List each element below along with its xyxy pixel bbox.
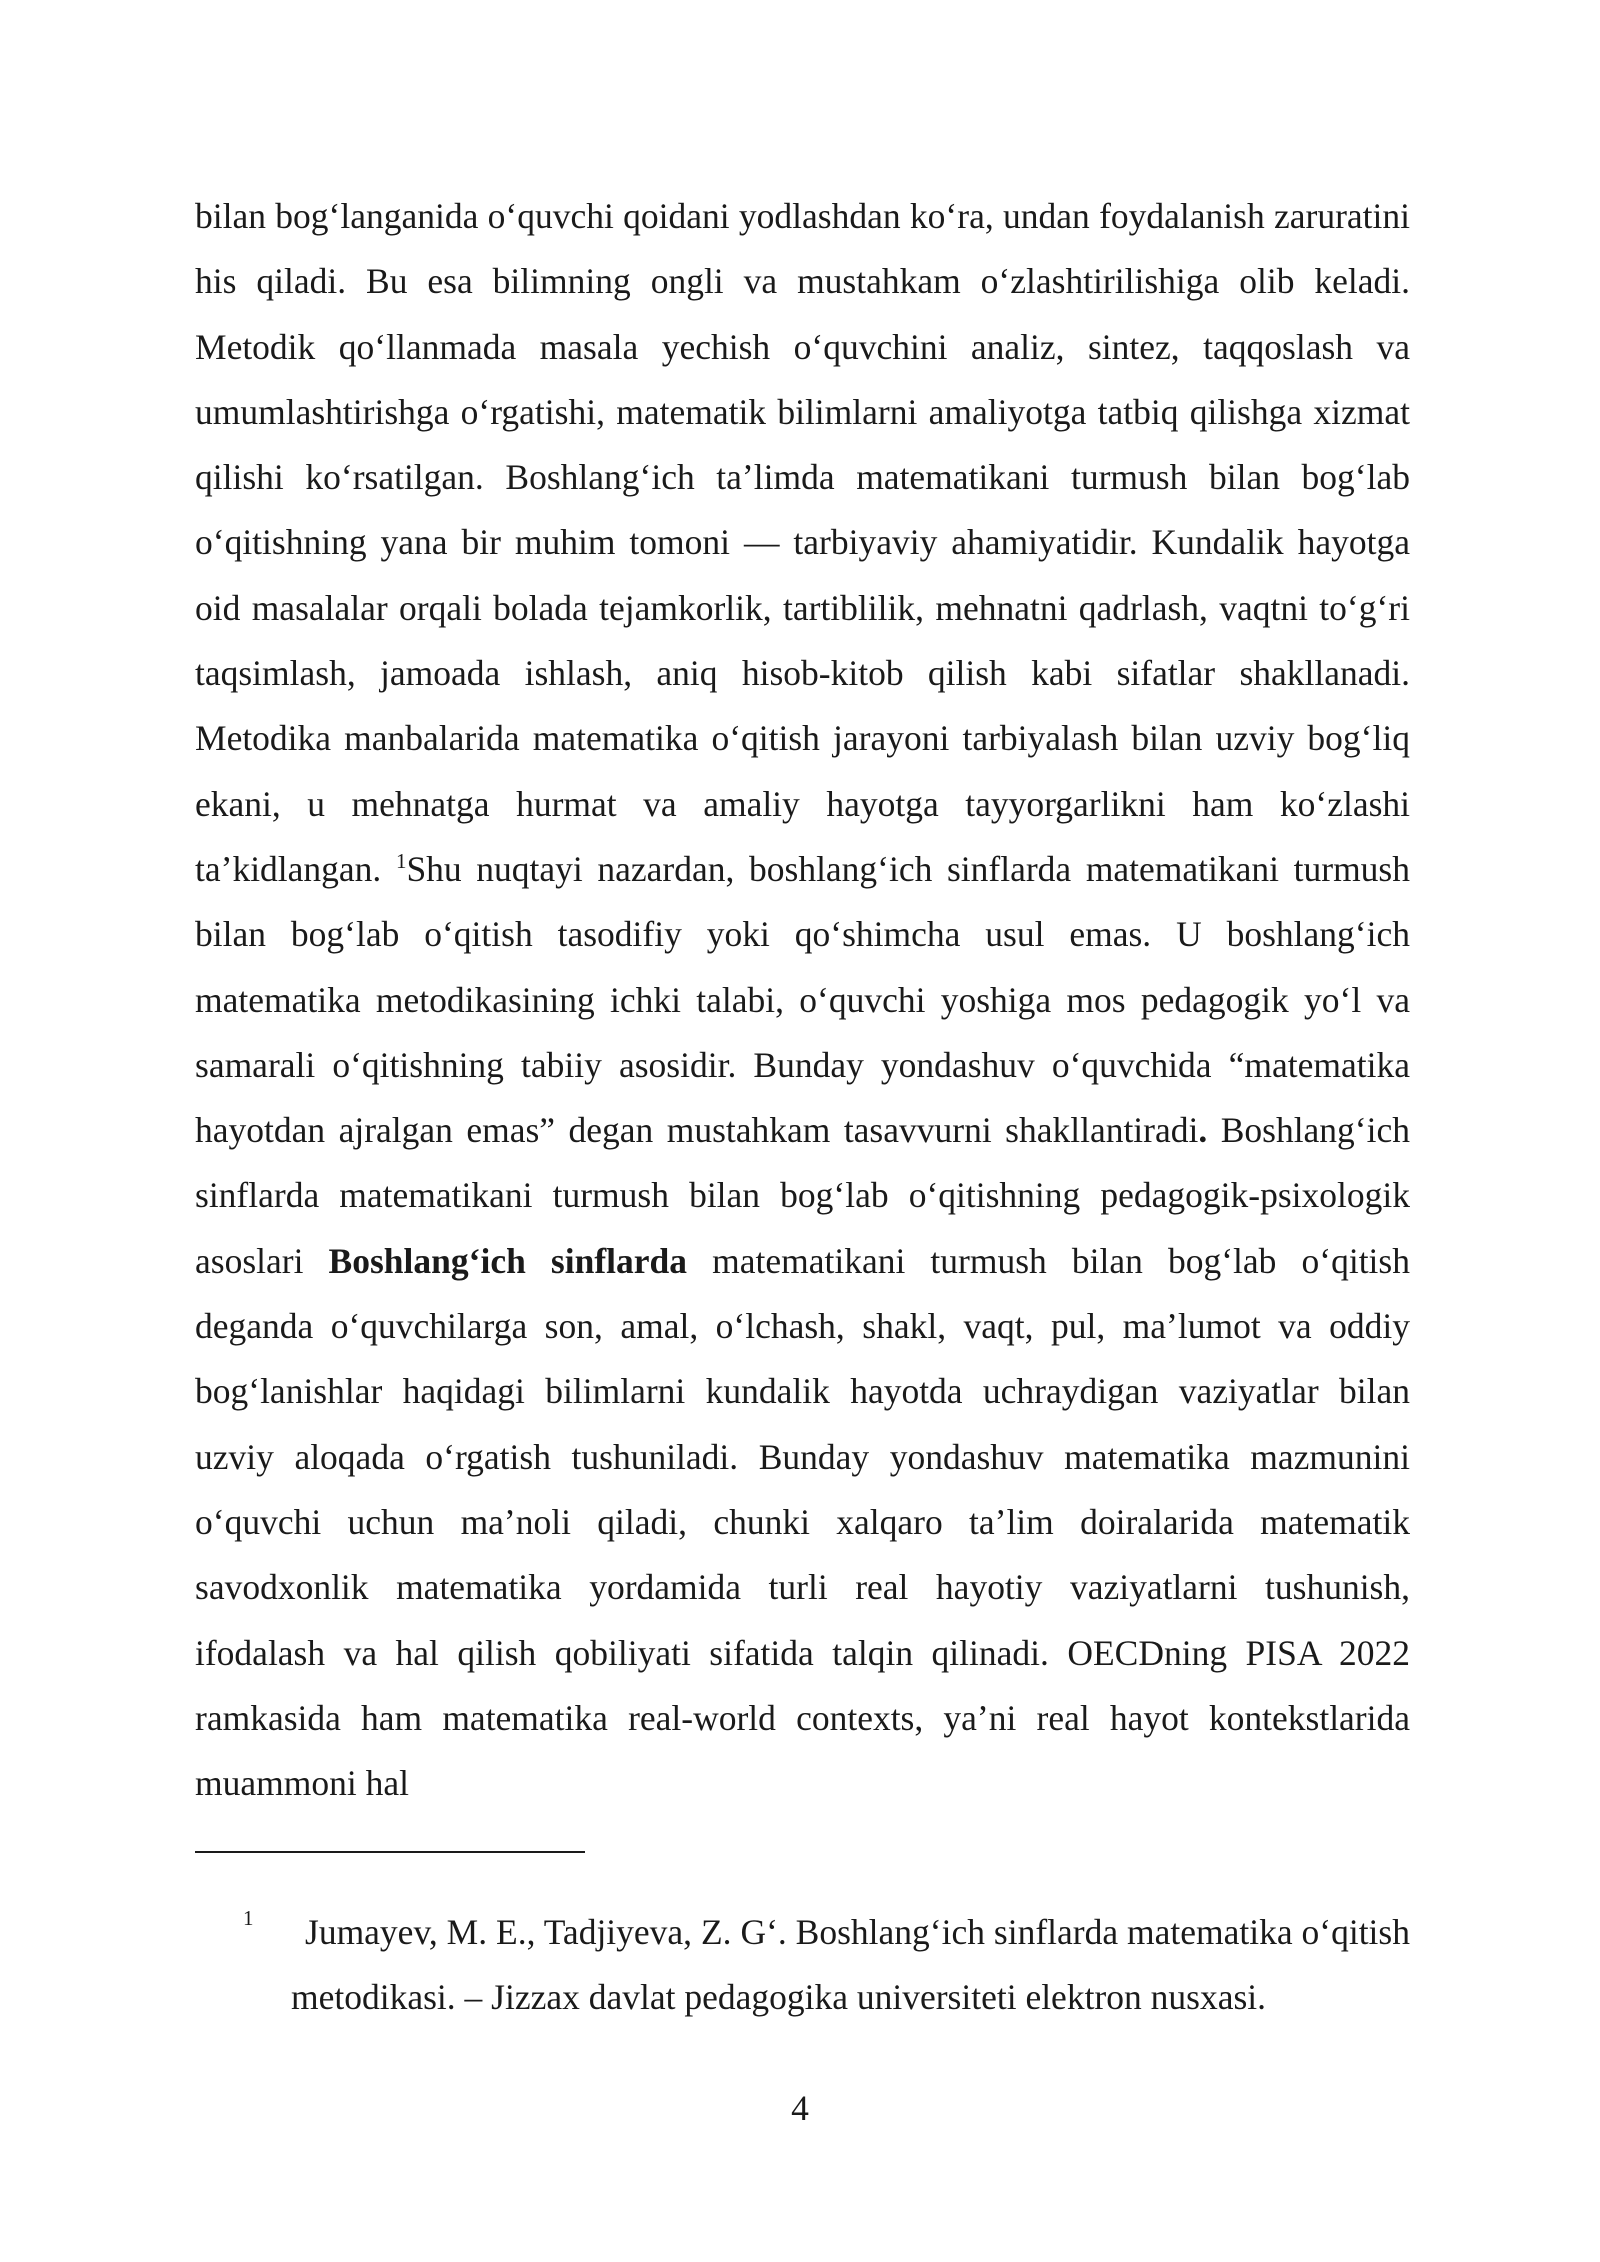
section-heading-inline: Boshlangʻich sinflarda [328,1240,688,1281]
footnote-reference: 1 [395,849,407,874]
footnote-text: Jumayev, M. E., Tadjiyeva, Z. Gʻ. Boshlangʻich sinflarda matematika oʻqitish metodikasi. – Jizzax davlat pedagogika universiteti elektron nusxasi. [291,1912,1410,2017]
body-text-part-4: matematikani turmush bilan bogʻlab oʻqitish deganda oʻquvchilarga son, amal, oʻlchash, shakl, vaqt, pul, maʼlumot va oddiy bogʻlanishlar haqidagi bilimlarni kundalik hayotda uchraydigan vaziyatlar bilan uzviy aloqada oʻrgatish tushuniladi. Bunday yondashuv matematika mazmunini oʻquvchi uchun maʼnoli qiladi, chunki xalqaro taʼlim doiralarida matematik savodxonlik matematika yordamida turli real hayotiy vaziyatlarni tushunish, ifodalash va hal qilish qobiliyati sifatida talqin qilinadi. OECDning PISA 2022 ramkasida ham matematika real-world contexts, yaʼni real hayot kontekstlarida muammoni hal [195,1240,1410,1804]
bold-period: . [1198,1110,1208,1151]
footnote-number: 1 [243,1906,254,1930]
body-paragraph [195,184,1410,1816]
body-text-part-2: Shu nuqtayi nazardan, boshlangʻich sinflarda matematikani turmush bilan bogʻlab oʻqitish tasodifiy yoki qoʻshimcha usul emas. U boshlangʻich matematika metodikasining ichki talabi, oʻquvchi yoshiga mos pedagogik yoʻl va samarali oʻqitishning tabiiy asosidir. Bunday yondashuv oʻquvchida “matematika hayotdan ajralgan emas” degan mustahkam tasavvurni shakllantiradi [195,848,1411,1151]
body-text-part-3: Boshlangʻich sinflarda matematikani turmush bilan bogʻlab oʻqitishning pedagogik-psixologik asoslari [195,1110,1411,1281]
footnote [195,1900,1410,2030]
body-text-part-1: bilan bogʻlanganida oʻquvchi qoidani yodlashdan koʻra, undan foydalanish zaruratini his qiladi. Bu esa bilimning ongli va mustahkam oʻzlashtirilishiga olib keladi. Metodik qoʻllanmada masala yechish oʻquvchini analiz, sintez, taqqoslash va umumlashtirishga oʻrgatishi, matematik bilimlarni amaliyotga tatbiq qilishga xizmat qilishi koʻrsatilgan. Boshlangʻich taʼlimda matematikani turmush bilan bogʻlab oʻqitishning yana bir muhim tomoni — tarbiyaviy ahamiyatidir. Kundalik hayotga oid masalalar orqali bolada tejamkorlik, tartiblilik, mehnatni qadrlash, vaqtni toʻgʻri taqsimlash, jamoada ishlash, aniq hisob-kitob qilish kabi sifatlar shakllanadi. Metodika manbalarida matematika oʻqitish jarayoni tarbiyalash bilan uzviy bogʻliq ekani, u mehnatga hurmat va amaliy hayotga tayyorgarlikni ham koʻzlashi taʼkidlangan. [195,196,1410,889]
footnote-separator [195,1851,585,1853]
page-number: 4 [791,2088,809,2128]
